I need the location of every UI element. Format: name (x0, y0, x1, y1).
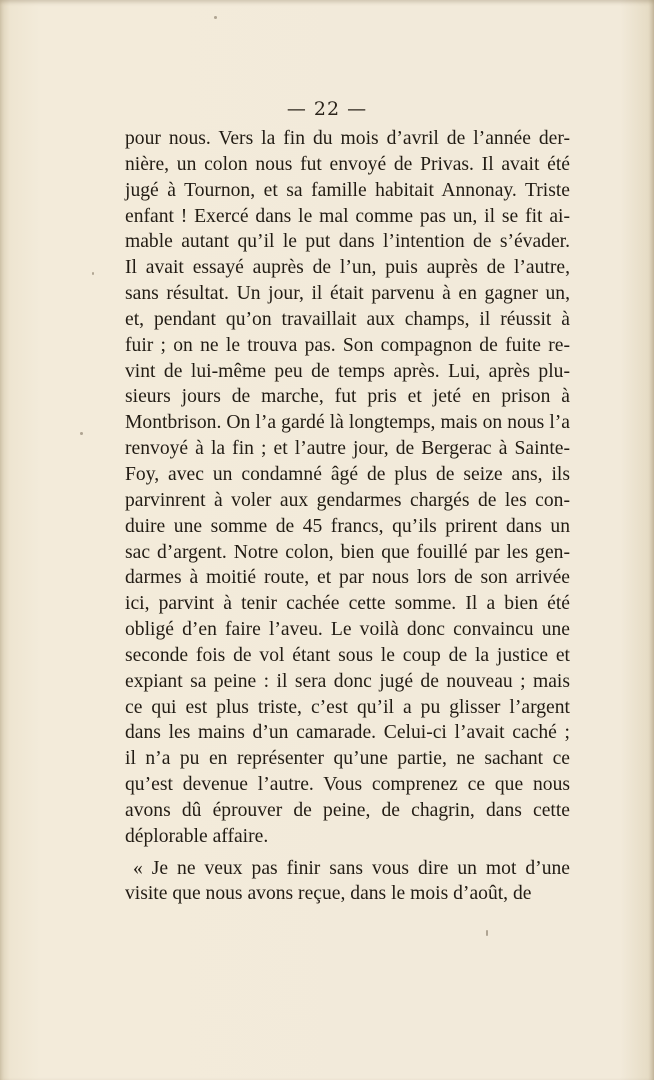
body-text (125, 126, 570, 907)
text-line: darmes à moitié route, et par nous lors de son arrivée (125, 567, 570, 589)
text-line: sac d’argent. Notre colon, bien que fouillé par les gen- (125, 541, 570, 563)
text-line: ce qui est plus triste, c’est qu’il a pu glisser l’argent (125, 696, 570, 718)
paper-speck (80, 432, 83, 435)
paper-speck (486, 930, 488, 936)
text-line: nière, un colon nous fut envoyé de Privas. Il avait été (125, 153, 570, 175)
text-line: seconde fois de vol étant sous le coup de la justice et (125, 644, 570, 666)
text-line: Montbrison. On l’a gardé là longtemps, mais on nous l’a (125, 412, 570, 434)
text-line: parvinrent à voler aux gendarmes chargés de les con- (125, 489, 570, 511)
text-line: dans les mains d’un camarade. Celui-ci l’avait caché ; (125, 722, 570, 744)
text-line: fuir ; on ne le trouva pas. Son compagnon de fuite re- (125, 334, 570, 356)
text-line: enfant ! Exercé dans le mal comme pas un, il se fit ai- (125, 205, 570, 227)
text-line: qu’est devenue l’autre. Vous comprenez ce que nous (125, 774, 570, 796)
paragraph (125, 126, 570, 850)
text-line: expiant sa peine : il sera donc jugé de nouveau ; mais (125, 670, 570, 692)
text-line: « Je ne veux pas finir sans vous dire un mot d’une (133, 857, 570, 879)
text-line: vint de lui-même peu de temps après. Lui, après plu- (125, 360, 570, 382)
text-line: pour nous. Vers la fin du mois d’avril de l’année der- (125, 128, 570, 149)
text-line: renvoyé à la fin ; et l’autre jour, de Bergerac à Sainte- (125, 438, 570, 460)
paper-speck (214, 16, 217, 19)
text-line: avons dû éprouver de peine, de chagrin, dans cette (125, 799, 570, 821)
text-line: ici, parvint à tenir cachée cette somme. Il a bien été (125, 593, 570, 615)
text-line: et, pendant qu’on travaillait aux champs, il réussit à (125, 308, 570, 330)
text-line: mable autant qu’il le put dans l’intention de s’évader. (125, 231, 570, 253)
text-line: Foy, avec un condamné âgé de plus de seize ans, ils (125, 463, 570, 485)
paragraph (125, 856, 570, 908)
text-line: sieurs jours de marche, fut pris et jeté en prison à (125, 386, 570, 408)
text-line: obligé d’en faire l’aveu. Le voilà donc convaincu une (125, 619, 570, 641)
text-line: visite que nous avons reçue, dans le mois d’août, de (125, 883, 532, 905)
text-line: il n’a pu en représenter qu’une partie, ne sachant ce (125, 748, 570, 770)
text-line: sans résultat. Un jour, il était parvenu à en gagner un, (125, 283, 570, 305)
text-line: déplorable affaire. (125, 825, 269, 847)
text-line: Il avait essayé auprès de l’un, puis auprès de l’autre, (125, 257, 570, 279)
page-number: — 22 — (286, 98, 368, 120)
text-line: duire une somme de 45 francs, qu’ils prirent dans un (125, 515, 570, 537)
paper-speck (92, 272, 94, 275)
text-line: jugé à Tournon, et sa famille habitait Annonay. Triste (125, 179, 570, 201)
